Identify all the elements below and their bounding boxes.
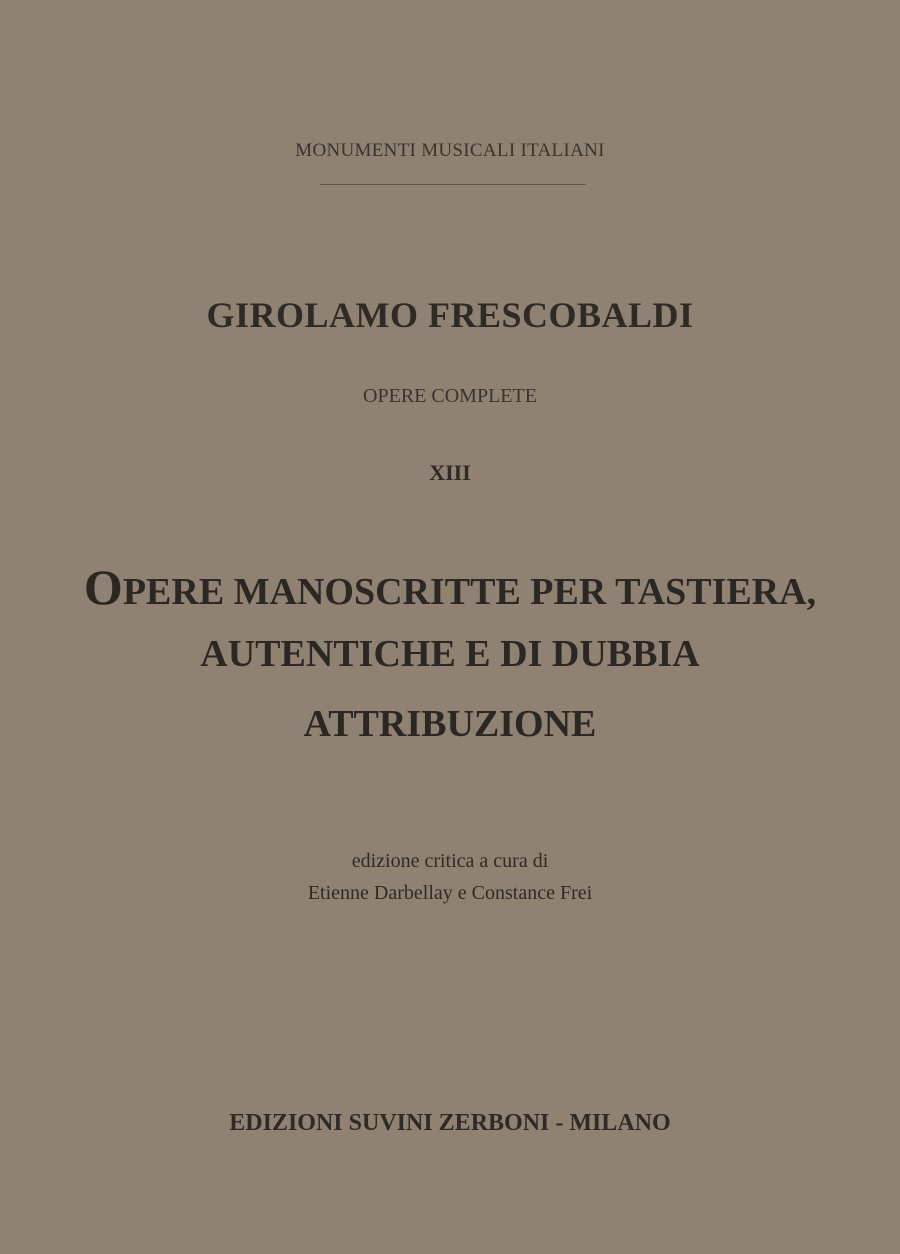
volume-number: XIII [429, 460, 471, 485]
title-line-3: ATTRIBUZIONE [303, 703, 597, 745]
divider-rule [320, 184, 586, 185]
title-line-1-rest: PERE MANOSCRITTE PER TASTIERA, [122, 571, 817, 613]
title-line-2: AUTENTICHE E DI DUBBIA [200, 633, 700, 675]
composer-name: GIROLAMO FRESCOBALDI [206, 295, 694, 335]
edition-note: edizione critica a cura di [351, 850, 549, 872]
series-name: MONUMENTI MUSICALI ITALIANI [295, 140, 605, 161]
publisher-name: EDIZIONI SUVINI ZERBONI - MILANO [229, 1110, 671, 1136]
collection-name: OPERE COMPLETE [363, 385, 537, 407]
title-initial: O [83, 559, 123, 615]
editors-names: Etienne Darbellay e Constance Frei [307, 882, 593, 904]
title-line-1 [0, 558, 900, 616]
